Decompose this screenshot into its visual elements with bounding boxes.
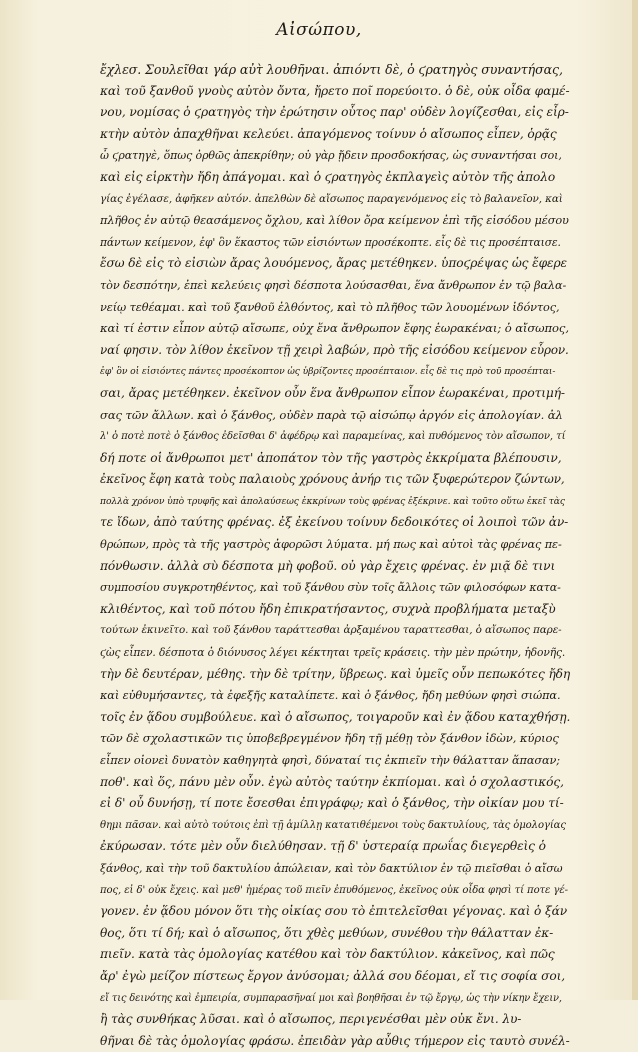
text-line: ὦ ϛρατηγὲ, ὅπως ὀρθῶς ἀπεκρίθην; οὐ γὰρ ᾔδειν προσδοκήσας, ὡς συναντήσαι σοι,: [100, 149, 562, 163]
text-line: ϛὼς εἶπεν. δέσποτα ὁ διόνυσος λέγει κέκτηται τρεῖς κράσεις. τὴν μὲν πρώτην, ἡδονῆς.: [100, 646, 566, 660]
text-line: πάντων κείμενον, ἐφ' ὃν ἕκαστος τῶν εἰσιόντων προσέκοπτε. εἶς δὲ τις προσέπταισε.: [100, 235, 561, 249]
page-edge: [632, 0, 638, 1000]
text-line: ἄρ' ἐγὼ μείζον πίστεως ἔργον ἀνύσομαι; ἀλλά σου δέομαι, εἴ τις σοφία σοι,: [100, 968, 566, 983]
text-line: ἐκύρωσαν. τότε μὲν οὖν διελύθησαν. τῇ δ' ὑστεραίᾳ πρωΐας διεγερθεὶς ὁ: [100, 839, 546, 854]
text-line: πολλὰ χρόνον ὑπὸ τρυφῆς καὶ ἀπολαύσεως ἐκκρίνων τοὺς φρένας ἐξέκρινε. καὶ τοῦτο οὕτω ἐκεῖ τὰς: [100, 495, 565, 507]
text-line: τὴν δὲ δευτέραν, μέθης. τὴν δὲ τρίτην, ὕβρεως. καὶ ὑμεῖς οὖν πεπωκότες ἤδη: [100, 666, 570, 681]
text-line: κτὴν αὐτὸν ἀπαχθῆναι κελεύει. ἀπαγόμενος τοίνυν ὁ αἴσωπος εἶπεν, ὁρᾷς: [100, 126, 557, 141]
text-line: ἢ τὰς συνθήκας λῦσαι. καὶ ὁ αἴσωπος, περιγενέσθαι μὲν οὐκ ἔνι. λυ-: [100, 1012, 522, 1027]
text-line: πόνθωσιν. ἀλλὰ σὺ δέσποτα μὴ φοβοῦ. οὐ γὰρ ἔχεις φρένας. ἐν μιᾷ δὲ τινι: [100, 558, 556, 573]
text-line: σαι, ἄρας μετέθηκεν. ἐκεῖνον οὖν ἕνα ἄνθρωπον εἶπον ἑωρακέναι, προτιμή-: [100, 385, 565, 400]
text-line: πιεῖν. κατὰ τὰς ὁμολογίας κατέθου καὶ τὸν δακτύλιον. κἀκεῖνος, καὶ πῶς: [100, 947, 555, 962]
text-line: ἔσω δὲ εἰς τὸ εἰσιὼν ἄρας λουόμενος, ἄρας μετέθηκεν. ὑποϛρέψας ὡς ἔφερε: [100, 256, 567, 271]
text-line: εἶπεν οἰονεὶ δυνατὸν καθηγητὰ φησὶ, δύναταί τις ἐκπιεῖν τὴν θάλατταν ἅπασαν;: [100, 754, 561, 767]
text-line: δή ποτε οἱ ἄνθρωποι μετ' ἀποπάτον τὸν τῆς γαστρὸς ἐκκρίματα βλέπουσιν,: [100, 450, 562, 465]
text-line: τῶν δὲ σχολαστικῶν τις ὑποβεβρεγμένον ἤδη τῇ μέθῃ τὸν ξάνθον ἰδὼν, κύριος: [100, 731, 559, 746]
text-line: εἰ δ' οὖ δυνήσῃ, τί ποτε ἔσεσθαι ἐπιγράφῳ; καὶ ὁ ξάνθος, τὴν οἰκίαν μου τί-: [100, 796, 564, 811]
body-text: [100, 59, 570, 1052]
text-line: θῆναι δὲ τὰς ὁμολογίας φράσω. ἐπειδὰν γὰρ αὖθις τήμερον εἰς ταυτὸ συνέλ-: [100, 1033, 570, 1048]
text-line: τοῖς ἐν ᾅδου συμβούλευε. καὶ ὁ αἴσωπος, τοιγαροῦν καὶ ἐν ᾅδου καταχθήσῃ.: [100, 709, 570, 724]
text-line: νου, νομίσας ὁ ϛρατηγὸς τὴν ἐρώτησιν οὗτος παρ' οὐδὲν λογίζεσθαι, εἰς εἶρ-: [100, 105, 569, 120]
text-line: καὶ εἰς εἱρκτὴν ἤδη ἀπάγομαι. καὶ ὁ ϛρατηγὸς ἐκπλαγεὶς αὐτὸν τῆς ἀπολο: [100, 169, 556, 184]
text-line: ξάνθος, καὶ τὴν τοῦ δακτυλίου ἀπώλειαν, καὶ τὸν δακτύλιον ἐν τῷ πιεῖσθαι ὁ αἴσω: [100, 861, 563, 875]
text-line: θημι πᾶσαν. καὶ αὐτὸ τούτοις ἐπὶ τῇ ἁμίλλῃ κατατιθέμενοι τοὺς δακτυλίους, τὰς ὁμολογίας: [100, 819, 566, 831]
text-line: σας τῶν ἄλλων. καὶ ὁ ξάνθος, οὐδὲν παρὰ τῷ αἰσώπῳ ἀργόν εἰς ἀπολογίαν. ἀλ: [100, 407, 563, 422]
text-line: πος, εἰ δ' οὐκ ἔχεις. καὶ μεθ' ἡμέρας τοῦ πιεῖν ἐπυθόμενος, ἐκεῖνος οὐκ οἶδα φησὶ τί ποτε γέ-: [100, 884, 568, 896]
text-line: καὶ τοῦ ξανθοῦ γνοὺς αὐτὸν ὄντα, ἤρετο ποῖ πορεύοιτο. ὁ δὲ, οὐκ οἶδα φαμέ-: [100, 83, 570, 98]
text-line: τε ἴδων, ἀπὸ ταύτης φρένας. ἐξ ἐκείνου τοίνυν δεδοικότες οἱ λοιποὶ τῶν ἀν-: [100, 515, 569, 530]
text-line: γονεν. ἐν ᾅδου μόνον ὅτι τὴς οἰκίας σου τὸ ἐπιτελεῖσθαι γέγονας. καὶ ὁ ξάν: [100, 904, 568, 919]
text-line: συμποσίου συγκροτηθέντος, καὶ τοῦ ξάνθου σὺν τοῖς ἄλλοις τῶν φιλοσόφων κατα-: [100, 581, 561, 595]
text-line: εἴ τις δεινότης καὶ ἐμπειρία, συμπαρασῆναί μοι καὶ βοηθῆσαι ἐν τῷ ἔργῳ, ὡς τὴν νίκην ἔχειν,: [100, 992, 562, 1004]
running-head: Αἰσώπου,: [276, 20, 362, 40]
text-line: ποθ'. καὶ ὅς, πάνυ μὲν οὖν. ἐγὼ αὐτὸς ταύτην ἐκπίομαι. καὶ ὁ σχολαστικός,: [100, 774, 564, 789]
text-line: καὶ τί ἐστιν εἶπον αὐτῷ αἴσωπε, οὐχ ἕνα ἄνθρωπον ἔφης ἑωρακέναι; ὁ αἴσωπος,: [100, 321, 569, 336]
text-line: τὸν δεσπότην, ἐπεὶ κελεύεις φησὶ δέσποτα λούσασθαι, ἕνα ἄνθρωπον ἐν τῷ βαλα-: [100, 278, 567, 292]
text-line: καὶ εὐθυμήσαντες, τὰ ἐφεξῆς καταλίπετε. καὶ ὁ ξάνθος, ἤδη μεθύων φησὶ σιώπα.: [100, 689, 561, 703]
text-line: πλῆθος ἐν αὐτῷ θεασάμενος ὄχλου, καὶ λίθον ὄρα κείμενον ἐπὶ τῆς εἰσόδου μέσου: [100, 214, 569, 228]
text-line: ἐφ' ὃν οἱ εἰσιόντες πάντες προσέκοπτον ὡς ὑβρίζοντες προσέπταιον. εἷς δὲ τις πρὸ τοῦ προσέπται-: [100, 366, 556, 378]
text-line: τούτων ἐκινεῖτο. καὶ τοῦ ξάνθου ταράττεσθαι ἀρξαμένου ταραττεσθαι, ὁ αἴσωπος παρε-: [100, 624, 562, 637]
text-line: κλιθέντος, καὶ τοῦ πότου ἤδη ἐπικρατήσαντος, συχνὰ προβλήματα μεταξὺ: [100, 601, 556, 616]
text-line: νείῳ τεθέαμαι. καὶ τοῦ ξανθοῦ ἐλθόντος, καὶ τὸ πλῆθος τῶν λουομένων ἰδόντος,: [100, 300, 560, 314]
text-line: γίας ἐγέλασε, ἀφῆκεν αὐτόν. ἀπελθὼν δὲ αἴσωπος παραγενόμενος εἰς τὸ βαλανεῖον, καὶ: [100, 192, 563, 205]
text-line: ἐκεῖνος ἔφη κατὰ τοὺς παλαιοὺς χρόνους ἀνήρ τις τῶν ξυφερώτερον ζώντων,: [100, 472, 565, 487]
text-line: λ' ὁ ποτὲ ποτὲ ὁ ξάνθος ἐδεῖσθαι δ' ἀφέδρῳ καὶ παραμείνας, καὶ πυθόμενος τὸν αἴσωπον, τί: [100, 431, 566, 443]
text-line: θος, ὅτι τί δή; καὶ ὁ αἴσωπος, ὅτι χθὲς μεθύων, συνέθου τὴν θάλατταν ἐκ-: [100, 925, 554, 940]
text-line: ναί φησιν. τὸν λίθον ἐκεῖνον τῇ χειρὶ λαβών, πρὸ τῆς εἰσόδου κείμενον εὗρον.: [100, 342, 569, 357]
text-line: ἔχλεσ. Σουλεῖθαι γάρ αὐτ̀ λουθῆναι. ἀπιόντι δὲ, ὁ ϛρατηγὸς συναντήσας,: [100, 62, 563, 77]
text-line: θρώπων, πρὸς τὰ τῆς γαστρὸς ἀφορῶσι λύματα. μή πως καὶ αὐτοὶ τὰς φρένας πε-: [100, 538, 562, 552]
